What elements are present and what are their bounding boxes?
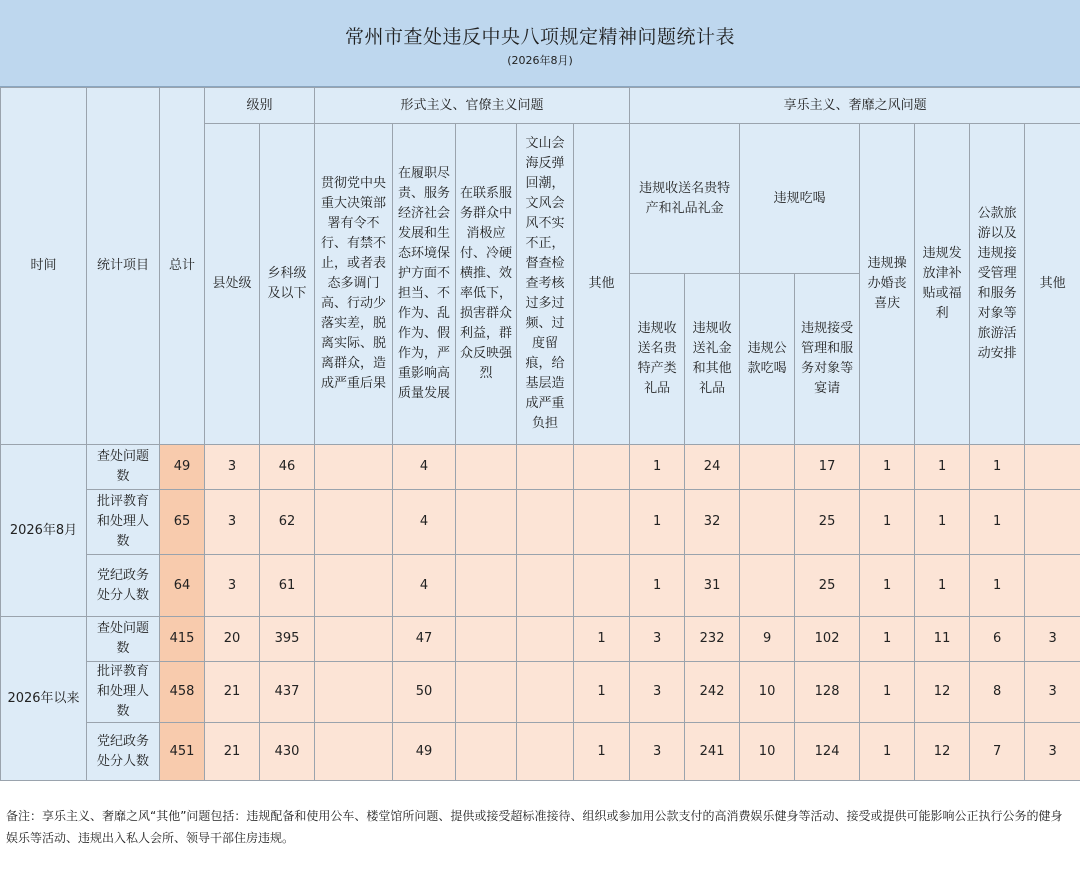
header-formalism-3: 在联系服务群众中消极应付、冷硬横推、效率低下，损害群众利益，群众反映强烈 bbox=[456, 124, 517, 445]
header-travel: 公款旅游以及违规接受管理和服务对象等旅游活动安排 bbox=[970, 124, 1025, 445]
cell-f2: 4 bbox=[393, 555, 456, 617]
cell-h4: 1 bbox=[915, 555, 970, 617]
cell-h6 bbox=[1025, 445, 1080, 490]
cell-f2: 50 bbox=[393, 662, 456, 723]
cell-h6 bbox=[1025, 555, 1080, 617]
cell-f4 bbox=[517, 445, 574, 490]
cell-f5: 1 bbox=[574, 723, 630, 781]
cell-f4 bbox=[517, 490, 574, 555]
cell-h4: 12 bbox=[915, 662, 970, 723]
cell-h5: 1 bbox=[970, 490, 1025, 555]
header-wedding-funeral: 违规操办婚丧喜庆 bbox=[860, 124, 915, 445]
cell-f5: 1 bbox=[574, 662, 630, 723]
cell-m1: 9 bbox=[740, 617, 795, 662]
cell-total: 415 bbox=[160, 617, 205, 662]
cell-m2: 102 bbox=[795, 617, 860, 662]
cell-h5: 7 bbox=[970, 723, 1025, 781]
cell-m1: 10 bbox=[740, 662, 795, 723]
cell-f5 bbox=[574, 555, 630, 617]
cell-h5: 1 bbox=[970, 555, 1025, 617]
cell-f4 bbox=[517, 662, 574, 723]
cell-m2: 25 bbox=[795, 490, 860, 555]
cell-total: 451 bbox=[160, 723, 205, 781]
row-label: 查处问题数 bbox=[87, 445, 160, 490]
header-gift-group: 违规收送名贵特产和礼品礼金 bbox=[630, 124, 740, 274]
cell-county: 3 bbox=[205, 445, 260, 490]
cell-m1 bbox=[740, 490, 795, 555]
header-total: 总计 bbox=[160, 88, 205, 445]
cell-h4: 12 bbox=[915, 723, 970, 781]
header-formalism-4: 文山会海反弹回潮，文风会风不实不正，督查检查考核过多过频、过度留痕，给基层造成严重负担 bbox=[517, 124, 574, 445]
cell-f3 bbox=[456, 445, 517, 490]
cell-f1 bbox=[315, 490, 393, 555]
cell-county: 21 bbox=[205, 723, 260, 781]
cell-h4: 1 bbox=[915, 445, 970, 490]
cell-h3: 1 bbox=[860, 445, 915, 490]
cell-f3 bbox=[456, 723, 517, 781]
cell-g1: 3 bbox=[630, 617, 685, 662]
cell-f3 bbox=[456, 617, 517, 662]
cell-f1 bbox=[315, 445, 393, 490]
cell-f2: 47 bbox=[393, 617, 456, 662]
cell-h6: 3 bbox=[1025, 723, 1080, 781]
cell-h3: 1 bbox=[860, 662, 915, 723]
cell-h3: 1 bbox=[860, 617, 915, 662]
header-township: 乡科级及以下 bbox=[260, 124, 315, 445]
cell-g2: 31 bbox=[685, 555, 740, 617]
cell-g1: 3 bbox=[630, 723, 685, 781]
cell-g2: 241 bbox=[685, 723, 740, 781]
cell-f1 bbox=[315, 723, 393, 781]
header-meal-banquet: 违规接受管理和服务对象等宴请 bbox=[795, 274, 860, 445]
period-cell: 2026年以来 bbox=[1, 617, 87, 781]
header-formalism-other: 其他 bbox=[574, 124, 630, 445]
footnote: 备注：享乐主义、奢靡之风“其他”问题包括：违规配备和使用公车、楼堂馆所问题、提供或接受超标准接待、组织或参加用公款支付的高消费娱乐健身等活动、接受或提供可能影响公正执行公务的健身娱乐等活动、违规出入私人会所、领导干部住房违规。 bbox=[0, 780, 1080, 874]
cell-total: 65 bbox=[160, 490, 205, 555]
cell-g1: 1 bbox=[630, 555, 685, 617]
cell-f4 bbox=[517, 723, 574, 781]
cell-f3 bbox=[456, 662, 517, 723]
row-label: 查处问题数 bbox=[87, 617, 160, 662]
header-level: 级别 bbox=[205, 88, 315, 124]
cell-township: 437 bbox=[260, 662, 315, 723]
cell-f2: 49 bbox=[393, 723, 456, 781]
cell-county: 3 bbox=[205, 490, 260, 555]
cell-g1: 1 bbox=[630, 490, 685, 555]
cell-g1: 3 bbox=[630, 662, 685, 723]
cell-county: 21 bbox=[205, 662, 260, 723]
header-gift-specialty: 违规收送名贵特产类礼品 bbox=[630, 274, 685, 445]
cell-h5: 8 bbox=[970, 662, 1025, 723]
page-title: 常州市查处违反中央八项规定精神问题统计表 bbox=[344, 26, 735, 48]
row-label: 批评教育和处理人数 bbox=[87, 662, 160, 723]
header-meal-group: 违规吃喝 bbox=[740, 124, 860, 274]
cell-f4 bbox=[517, 555, 574, 617]
cell-f5 bbox=[574, 445, 630, 490]
cell-township: 62 bbox=[260, 490, 315, 555]
cell-m2: 128 bbox=[795, 662, 860, 723]
cell-g2: 24 bbox=[685, 445, 740, 490]
row-label: 党纪政务处分人数 bbox=[87, 723, 160, 781]
cell-h3: 1 bbox=[860, 723, 915, 781]
cell-m2: 25 bbox=[795, 555, 860, 617]
header-formalism: 形式主义、官僚主义问题 bbox=[315, 88, 630, 124]
cell-total: 458 bbox=[160, 662, 205, 723]
cell-h3: 1 bbox=[860, 555, 915, 617]
cell-h4: 1 bbox=[915, 490, 970, 555]
header-meal-public: 违规公款吃喝 bbox=[740, 274, 795, 445]
cell-f3 bbox=[456, 555, 517, 617]
header-allowance: 违规发放津补贴或福利 bbox=[915, 124, 970, 445]
title-bar bbox=[0, 0, 1080, 87]
page-subtitle: (2026年8月) bbox=[507, 54, 573, 67]
cell-township: 395 bbox=[260, 617, 315, 662]
cell-township: 430 bbox=[260, 723, 315, 781]
cell-f1 bbox=[315, 555, 393, 617]
cell-h3: 1 bbox=[860, 490, 915, 555]
cell-m2: 17 bbox=[795, 445, 860, 490]
cell-township: 61 bbox=[260, 555, 315, 617]
cell-g1: 1 bbox=[630, 445, 685, 490]
statistics-table bbox=[0, 87, 1080, 781]
header-county: 县处级 bbox=[205, 124, 260, 445]
cell-township: 46 bbox=[260, 445, 315, 490]
cell-h6: 3 bbox=[1025, 617, 1080, 662]
row-label: 批评教育和处理人数 bbox=[87, 490, 160, 555]
cell-f3 bbox=[456, 490, 517, 555]
cell-g2: 242 bbox=[685, 662, 740, 723]
cell-total: 64 bbox=[160, 555, 205, 617]
cell-m1 bbox=[740, 555, 795, 617]
cell-g2: 32 bbox=[685, 490, 740, 555]
cell-f5: 1 bbox=[574, 617, 630, 662]
cell-f4 bbox=[517, 617, 574, 662]
row-label: 党纪政务处分人数 bbox=[87, 555, 160, 617]
cell-f5 bbox=[574, 490, 630, 555]
cell-h4: 11 bbox=[915, 617, 970, 662]
header-formalism-2: 在履职尽责、服务经济社会发展和生态环境保护方面不担当、不作为、乱作为、假作为，严重影响高质量发展 bbox=[393, 124, 456, 445]
header-formalism-1: 贯彻党中央重大决策部署有令不行、有禁不止，或者表态多调门高、行动少落实差，脱离实际、脱离群众，造成严重后果 bbox=[315, 124, 393, 445]
cell-county: 20 bbox=[205, 617, 260, 662]
header-gift-money: 违规收送礼金和其他礼品 bbox=[685, 274, 740, 445]
cell-county: 3 bbox=[205, 555, 260, 617]
cell-total: 49 bbox=[160, 445, 205, 490]
header-hedonism-other: 其他 bbox=[1025, 124, 1080, 445]
cell-h5: 1 bbox=[970, 445, 1025, 490]
cell-h6 bbox=[1025, 490, 1080, 555]
cell-g2: 232 bbox=[685, 617, 740, 662]
cell-h5: 6 bbox=[970, 617, 1025, 662]
header-time: 时间 bbox=[1, 88, 87, 445]
cell-m2: 124 bbox=[795, 723, 860, 781]
cell-m1: 10 bbox=[740, 723, 795, 781]
period-cell: 2026年8月 bbox=[1, 445, 87, 617]
cell-m1 bbox=[740, 445, 795, 490]
cell-f2: 4 bbox=[393, 490, 456, 555]
cell-f2: 4 bbox=[393, 445, 456, 490]
header-item: 统计项目 bbox=[87, 88, 160, 445]
cell-h6: 3 bbox=[1025, 662, 1080, 723]
header-hedonism: 享乐主义、奢靡之风问题 bbox=[630, 88, 1080, 124]
cell-f1 bbox=[315, 617, 393, 662]
cell-f1 bbox=[315, 662, 393, 723]
